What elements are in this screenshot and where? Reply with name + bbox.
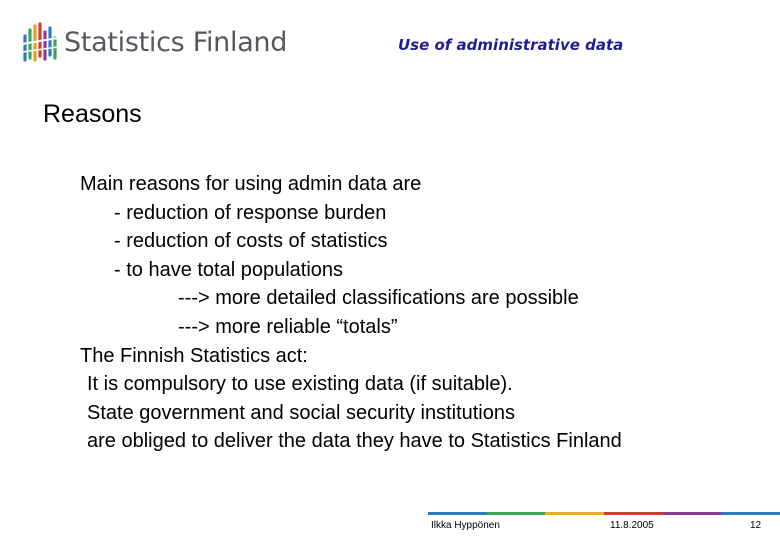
footer-page-number: 12	[750, 520, 762, 531]
body-line: - reduction of response burden	[114, 201, 387, 224]
body-line: The Finnish Statistics act:	[80, 344, 308, 367]
header-subtitle: Use of administrative data	[398, 36, 624, 54]
body-line: Main reasons for using admin data are	[80, 173, 422, 195]
statistics-finland-logo	[22, 20, 287, 64]
body-line: It is compulsory to use existing data (if suitable).	[87, 373, 513, 396]
body-line: - reduction of costs of statistics	[114, 230, 388, 253]
logo-text: Statistics Finland	[64, 26, 288, 58]
footer-date: 11.8.2005	[610, 520, 654, 531]
slide-body	[80, 170, 622, 456]
slide-title: Reasons	[43, 100, 142, 128]
body-line: State government and social security institutions	[87, 401, 515, 424]
body-line: ---> more detailed classifications are possible	[178, 287, 579, 310]
body-line: are obliged to deliver the data they have to Statistics Finland	[87, 430, 622, 453]
body-line: - to have total populations	[114, 258, 344, 281]
body-line: ---> more reliable “totals”	[178, 315, 398, 338]
footer-color-bar	[428, 512, 780, 515]
footer-author: Ilkka Hyppönen	[431, 520, 500, 531]
logo-bars-icon	[22, 22, 58, 62]
